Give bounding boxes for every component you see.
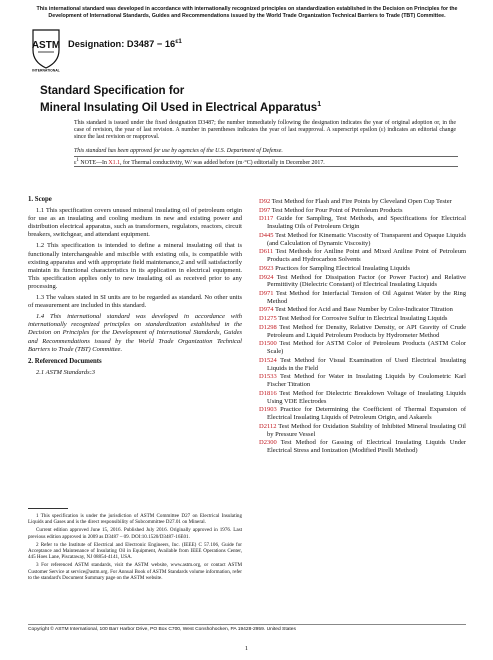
copyright-footer: Copyright © ASTM International, 100 Barr Harbor Drive, PO Box C700, West Conshohocken, PA 19428-2959. United States [28, 624, 466, 632]
reference-code-link[interactable]: D1533 [259, 373, 277, 381]
reference-title: Test Method for Dissipation Factor (or Power Factor) and Relative Permittivity (Dielectric Constant) of Electrical Insulating Liquids [267, 273, 466, 289]
reference-title: Test Method for Gassing of Electrical Insulating Liquids Under Electrical Stress and Ionization (Modified Pirelli Method) [267, 439, 466, 455]
title-superscript: 1 [317, 100, 322, 108]
reference-code-link[interactable]: D1903 [259, 406, 277, 414]
reference-title: Test Method for Acid and Base Number by Color-Indicator Titration [273, 306, 453, 314]
reference-title: Test Method for Kinematic Viscosity of Transparent and Opaque Liquids (and Calculation of Dynamic Viscosity) [267, 231, 466, 247]
astm-logo [30, 28, 62, 72]
footnote-rule [28, 508, 68, 509]
footnote-1-edition: Current edition approved June 15, 2016. Published July 2016. Originally approved in 1976. Last previous edition approved in 2009 as D3487 – 09. DOI:10.1520/D3487-16E01. [28, 527, 242, 540]
reference-list [259, 198, 466, 456]
footnotes [28, 508, 242, 583]
paragraph-1-1: 1.1 This specification covers unused mineral insulating oil of petroleum origin for use as an insulating and cooling medium in new and existing power and distribution electrical apparatus, such as transformers, regulators, reactors, circuit breakers, switchgear, and attendant equipment. [28, 207, 242, 239]
reference-item [259, 423, 466, 439]
reference-item [259, 406, 466, 422]
footnote-2: 2 Refer to the Institute of Electrical and Electronic Engineers, Inc. (IEEE) C 57.106, Guide for Acceptance and Maintenance of Insulating Oil in Equipment, Available from IEEE Operations Center, 445 Hoes Lane, Piscataway, NJ 08854-4141, USA. [28, 541, 242, 561]
paragraph-1-2: 1.2 This specification is intended to define a mineral insulating oil that is functionally interchangeable and miscible with existing oils, is compatible with existing apparatus and with appropriate field maintenance,2 and will satisfactorily maintain its functional characteristics in its application in electrical equipment. This specification applies only to new insulating oil as received prior to any processing. [28, 242, 242, 290]
reference-code-link[interactable]: D971 [259, 290, 274, 297]
page-number: 1 [244, 645, 249, 652]
reference-code-link[interactable]: D1500 [259, 340, 277, 348]
reference-code-link[interactable]: D1298 [259, 323, 277, 331]
divider-top [74, 156, 458, 157]
reference-title: Test Method for Oxidation Stability of Inhibited Mineral Insulating Oil by Pressure Vessel [267, 422, 466, 438]
document-title [40, 84, 460, 114]
reference-title: Practices for Sampling Electrical Insulating Liquids [273, 264, 410, 272]
reference-code-link[interactable]: D1816 [259, 389, 277, 397]
editorial-note [74, 158, 456, 166]
logo-text: INTERNATIONAL [32, 68, 60, 72]
reference-item [259, 340, 466, 356]
paragraph-1-4: 1.4 This international standard was developed in accordance with internationally recognized principles on standardization established in the Decision on Principles for the Development of International Standards, Guides and Recommendations issued by the World Trade Organization Technical Barriers to Trade (TBT) Committee. [28, 313, 242, 353]
paragraph-2-1: 2.1 ASTM Standards:3 [36, 368, 96, 376]
reference-code-link[interactable]: D2300 [259, 439, 277, 447]
approved-note: This standard has been approved for use by agencies of the U.S. Department of Defense. [74, 148, 283, 154]
reference-title: Test Method for Dielectric Breakdown Voltage of Insulating Liquids Using VDE Electrodes [267, 389, 466, 405]
reference-item [259, 373, 466, 389]
note-text-post: , for Thermal conductivity, W/ was added before (m·°C) editorially in December 2017. [120, 159, 325, 166]
section-heading-scope: 1. Scope [28, 196, 52, 203]
issued-note: This standard is issued under the fixed designation D3487; the number immediately following the designation indicates the year of original adoption or, in the case of revision, the year of last revision. A number in parentheses indicates the year of last reapproval. A superscript epsilon (ε) indicates an editorial change since the last revision or reapproval. [74, 120, 456, 141]
left-column [28, 196, 242, 380]
reference-title: Test Method for Corrosive Sulfur in Electrical Insulating Liquids [276, 315, 448, 323]
reference-title: Test Methods for Aniline Point and Mixed Aniline Point of Petroleum Products and Hydrocarbon Solvents [267, 248, 466, 264]
reference-item [259, 306, 466, 314]
epsilon-symbol: ε [74, 159, 77, 166]
reference-item [259, 232, 466, 248]
reference-code-link[interactable]: D445 [259, 231, 274, 239]
note-text-pre: NOTE—In [78, 159, 109, 166]
title-line-1: Standard Specification for [40, 84, 185, 97]
reference-code-link[interactable]: D1275 [259, 315, 277, 323]
svg-text:ASTM: ASTM [31, 40, 61, 51]
reference-title: Test Method for Visual Examination of Used Electrical Insulating Liquids in the Field [267, 356, 466, 372]
reference-item [259, 315, 466, 323]
reference-title: Test Method for Interfacial Tension of Oil Against Water by the Ring Method [267, 290, 466, 305]
reference-title: Guide for Sampling, Test Methods, and Specifications for Electrical Insulating Oils of Petroleum Origin [267, 215, 466, 231]
designation-label: Designation: D3487 − 16 [68, 39, 176, 50]
reference-code-link[interactable]: D97 [259, 206, 271, 214]
reference-code-link[interactable]: D924 [259, 273, 274, 281]
reference-code-link[interactable]: D92 [259, 198, 271, 205]
reference-code-link[interactable]: D611 [259, 248, 274, 256]
reference-item [259, 324, 466, 340]
reference-title: Test Method for Flash and Fire Points by Cleveland Open Cup Tester [270, 198, 452, 205]
reference-item [259, 198, 466, 206]
footnote-3: 3 For referenced ASTM standards, visit the ASTM website, www.astm.org, or contact ASTM Customer Service at service@astm.org. For Annual Book of ASTM Standards volume information, refer to the standard's Document Summary page on the ASTM website. [28, 562, 242, 581]
reference-title: Test Method for Density, Relative Density, or API Gravity of Crude Petroleum and Liquid Petroleum Products by Hydrometer Method [267, 323, 466, 339]
reference-code-link[interactable]: D923 [259, 264, 274, 272]
reference-item [259, 215, 466, 231]
tbt-notice: This international standard was developed in accordance with internationally recognized principles on standardization established in the Decision on Principles for the Development of International Standards, Guides and Recommendations issued by the World Trade Organization Technical Barriers to Trade (TBT) Committee. [36, 6, 458, 19]
reference-code-link[interactable]: D117 [259, 215, 274, 223]
appendix-link[interactable]: X1.1 [108, 159, 121, 166]
reference-item [259, 207, 466, 215]
divider-bottom [74, 166, 458, 167]
reference-code-link[interactable]: D974 [259, 306, 274, 314]
reference-item [259, 290, 466, 306]
reference-item [259, 439, 466, 455]
reference-title: Test Method for Pour Point of Petroleum Products [270, 206, 403, 214]
footnote-1: 1 This specification is under the jurisdiction of ASTM Committee D27 on Electrical Insulating Liquids and Gases and is the direct responsibility of Subcommittee D27.01 on Mineral. [28, 513, 242, 526]
reference-item [259, 265, 466, 273]
reference-item [259, 390, 466, 406]
designation-superscript: ε1 [175, 38, 182, 45]
reference-code-link[interactable]: D1524 [259, 356, 277, 364]
reference-item [259, 274, 466, 290]
reference-title: Test Method for Water in Insulating Liquids by Coulometric Karl Fischer Titration [267, 373, 466, 389]
reference-title: Test Method for ASTM Color of Petroleum Products (ASTM Color Scale) [267, 340, 466, 356]
reference-code-link[interactable]: D2112 [259, 422, 277, 430]
epsilon-superscript: 1 [76, 158, 79, 163]
paragraph-1-3: 1.3 The values stated in SI units are to be regarded as standard. No other units of measurement are included in this standard. [28, 294, 242, 310]
section-heading-referenced-documents: 2. Referenced Documents [28, 357, 102, 365]
title-line-2: Mineral Insulating Oil Used in Electrical Apparatus [40, 100, 318, 114]
reference-item [259, 248, 466, 264]
reference-item [259, 357, 466, 373]
reference-title: Practice for Determining the Coefficient of Thermal Expansion of Electrical Insulating Liquids of Petroleum Origin, and Askarels [267, 406, 466, 422]
designation [68, 38, 182, 49]
